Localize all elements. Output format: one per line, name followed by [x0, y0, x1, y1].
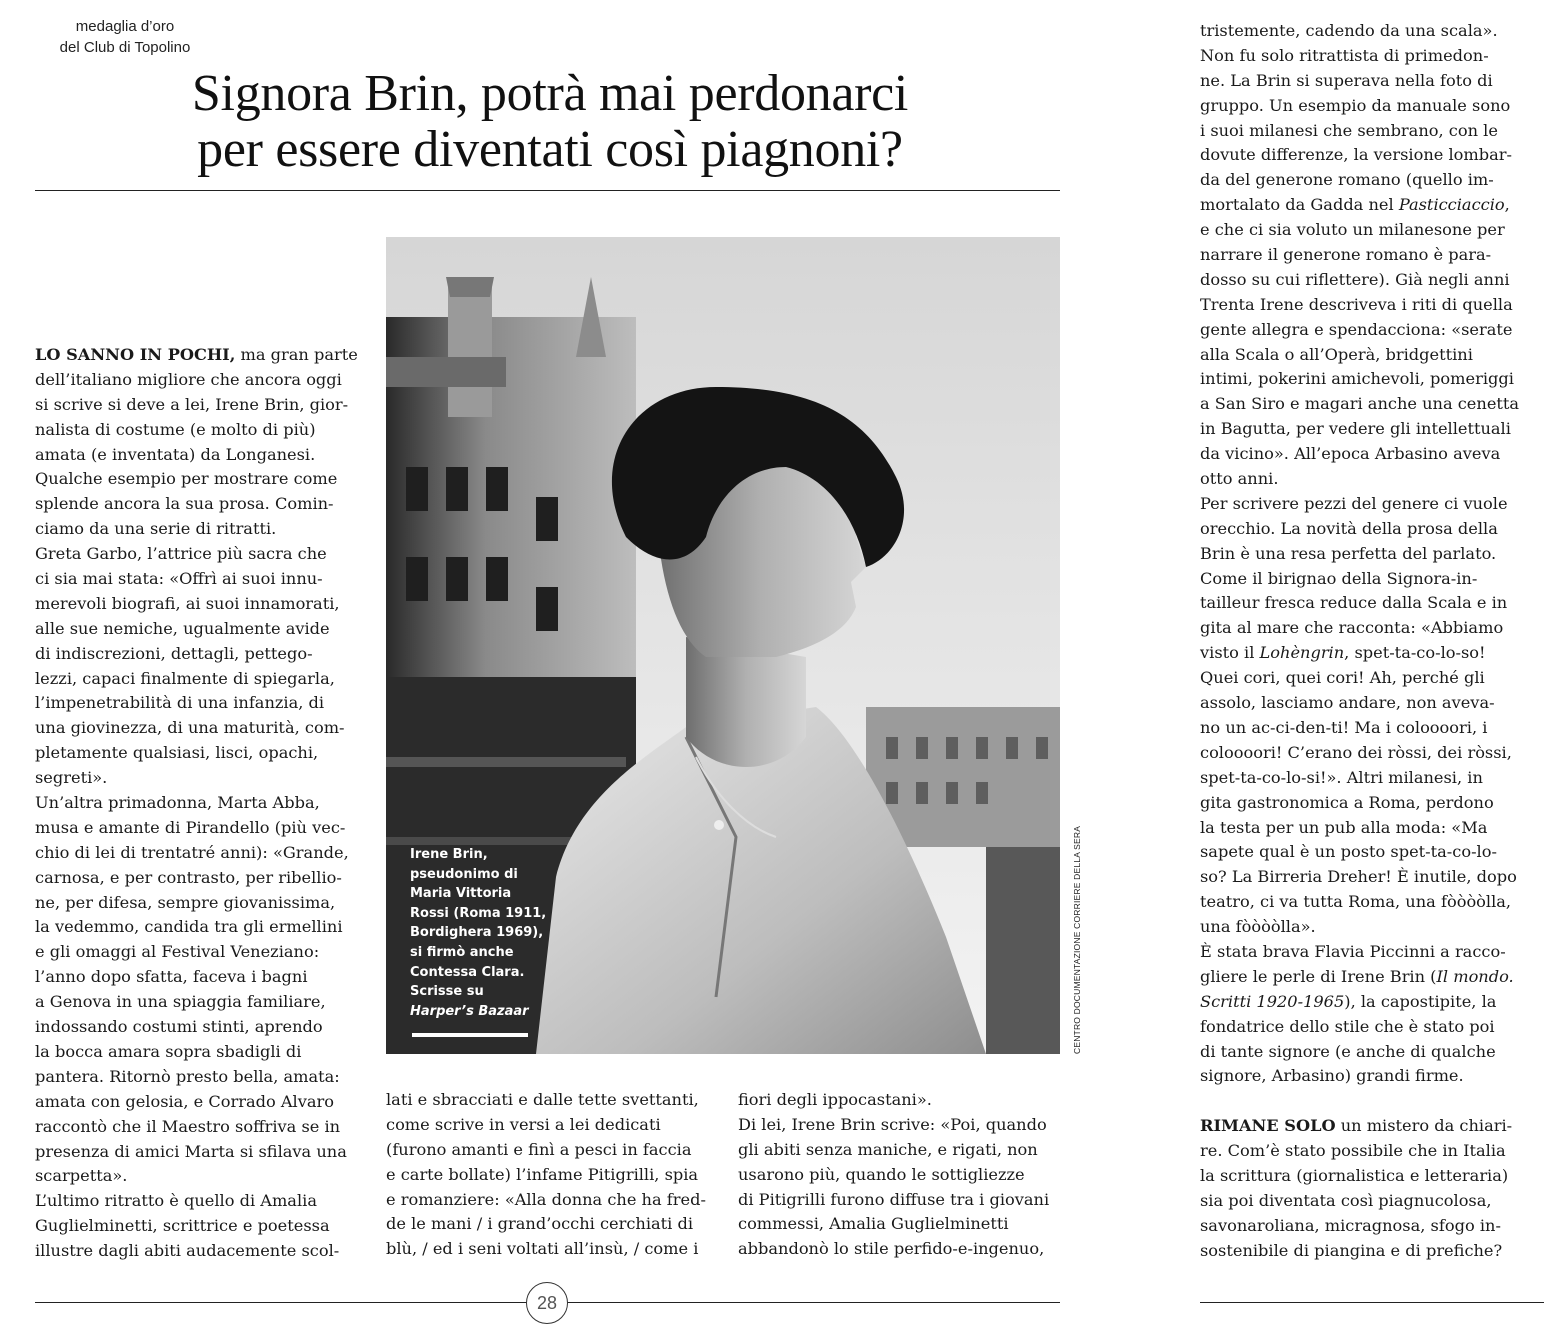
- text-line: teatro, ci va tutta Roma, una fòòòòlla,: [1200, 892, 1512, 912]
- caption-line: Irene Brin,: [410, 847, 488, 862]
- text-line: chio di lei di trentatré anni): «Grande,: [35, 842, 349, 862]
- text-line: ne. La Brin si superava nella foto di: [1200, 70, 1493, 90]
- text-line: no un ac-ci-den-ti! Ma i coloooori, i: [1200, 717, 1488, 737]
- text-line: la vedemmo, candida tra gli ermellini: [35, 917, 343, 937]
- text-line: Qualche esempio per mostrare come: [35, 469, 338, 489]
- text-run: mortalato da Gadda nel: [1200, 195, 1399, 215]
- text-line: carnosa, e per contrasto, per ribellio-: [35, 867, 342, 887]
- text-line: coloooori! C’erano dei ròssi, dei ròssi,: [1200, 742, 1512, 762]
- book-title: Il mondo.: [1436, 966, 1514, 986]
- footer-rule: [1200, 1302, 1544, 1303]
- text-line: di tante signore (e anche di qualche: [1200, 1041, 1496, 1061]
- text-line: sapete qual è un posto spet-ta-co-lo-: [1200, 842, 1497, 862]
- photo-credit: CENTRO DOCUMENTAZIONE CORRIERE DELLA SERA: [1072, 825, 1082, 1054]
- text-line: [1200, 641, 1519, 666]
- headline-line: per essere diventati così piagnoni?: [197, 121, 903, 178]
- text-line: È stata brava Flavia Piccinni a racco-: [1200, 941, 1506, 961]
- text-line: intimi, pokerini amichevoli, pomeriggi: [1200, 369, 1514, 389]
- text-line: assolo, lasciamo andare, non aveva-: [1200, 693, 1495, 713]
- text-line: Un’altra primadonna, Marta Abba,: [35, 793, 320, 813]
- text-line: i suoi milanesi che sembrano, con le: [1200, 120, 1498, 140]
- text-line: gli abiti senza maniche, e rigati, non: [738, 1139, 1038, 1159]
- page-number: 28: [526, 1282, 568, 1324]
- paragraph-gap: [1200, 1089, 1519, 1114]
- text-line: [1200, 193, 1519, 218]
- caption-line: Rossi (Roma 1911,: [410, 905, 547, 921]
- text-line: indossando costumi stinti, aprendo: [35, 1017, 323, 1037]
- text-line: de le mani / i grand’occhi cerchiati di: [386, 1214, 694, 1234]
- text-line: Come il birignao della Signora-in-: [1200, 568, 1478, 588]
- text-line: una fòòòòlla».: [1200, 917, 1316, 937]
- text-line: lezzi, capaci finalmente di spiegarla,: [35, 668, 335, 688]
- text-line: alla Scala o all’Operà, bridgettini: [1200, 344, 1473, 364]
- kicker-line: medaglia d’oro: [75, 18, 175, 35]
- opera-title: Lohèngrin: [1259, 643, 1345, 663]
- text-line: come scrive in versi a lei dedicati: [386, 1114, 661, 1134]
- text-line: l’impenetrabilità di una infanzia, di: [35, 693, 325, 713]
- text-line: da del generone romano (quello im-: [1200, 170, 1494, 190]
- text-line: a Genova in una spiaggia familiare,: [35, 992, 326, 1012]
- text-line: e carte bollate) l’infame Pitigrilli, spia: [386, 1164, 699, 1184]
- text-line: la testa per un pub alla moda: «Ma: [1200, 817, 1488, 837]
- text-line: savonaroliana, micragnosa, sfogo in-: [1200, 1215, 1501, 1235]
- text-line: spet-ta-co-lo-si!». Altri milanesi, in: [1200, 767, 1483, 787]
- text-line: amata (e inventata) da Longanesi.: [35, 444, 316, 464]
- text-line: usarono più, quando le sottigliezze: [738, 1164, 1025, 1184]
- text-line: splende ancora la sua prosa. Comin-: [35, 494, 334, 514]
- text-run: gliere le perle di Irene Brin (: [1200, 966, 1437, 986]
- text-line: Brin è una resa perfetta del parlato.: [1200, 543, 1497, 563]
- text-line: gita gastronomica a Roma, perdono: [1200, 792, 1494, 812]
- text-line: ne, per difesa, sempre giovanissima,: [35, 892, 336, 912]
- text-line: Di lei, Irene Brin scrive: «Poi, quando: [738, 1114, 1047, 1134]
- text-line: raccontò che il Maestro soffriva se in: [35, 1116, 341, 1136]
- text-line: abbandonò lo stile perfido-e-ingenuo,: [738, 1239, 1045, 1259]
- lead-in: LO SANNO IN POCHI,: [35, 345, 236, 364]
- caption-line: Bordighera 1969),: [410, 925, 544, 941]
- text-line: l’anno dopo sfatta, faceva i bagni: [35, 967, 308, 987]
- article-column-1: [35, 343, 358, 1264]
- text-line: (furono amanti e finì a pesci in faccia: [386, 1139, 692, 1159]
- text-line: e che ci sia voluto un milanesone per: [1200, 220, 1505, 240]
- text-line: Trenta Irene descriveva i riti di quella: [1200, 294, 1513, 314]
- text-line: [1200, 965, 1519, 990]
- text-line: Quei cori, quei cori! Ah, perché gli: [1200, 668, 1485, 688]
- lead-in: RIMANE SOLO: [1200, 1116, 1336, 1136]
- first-line: [35, 343, 358, 368]
- text-line: ci sia mai stata: «Offrì ai suoi innu-: [35, 569, 323, 589]
- text-line: Non fu solo ritrattista di primedon-: [1200, 45, 1489, 65]
- text-line: merevoli biografi, ai suoi innamorati,: [35, 593, 340, 613]
- text-line: una giovinezza, di una maturità, com-: [35, 718, 345, 738]
- text-line: di Pitigrilli furono diffuse tra i giovani: [738, 1189, 1050, 1209]
- text-line: da vicino». All’epoca Arbasino aveva: [1200, 444, 1501, 464]
- text-line: scarpetta».: [35, 1166, 128, 1186]
- text-line: sia poi diventata così piagnucolosa,: [1200, 1190, 1492, 1210]
- photo-caption: [410, 845, 560, 1021]
- text-run: ), la capostipite, la: [1344, 991, 1497, 1011]
- text-line: la bocca amara sopra sbadigli di: [35, 1041, 302, 1061]
- article-column-3: [738, 1088, 1049, 1262]
- text-line: si scrive si deve a lei, Irene Brin, gior-: [35, 394, 349, 414]
- kicker: [30, 16, 220, 58]
- text-line: gita al mare che racconta: «Abbiamo: [1200, 618, 1504, 638]
- text-line: in Bagutta, per vedere gli intellettuali: [1200, 419, 1511, 439]
- caption-magazine: Harper’s Bazaar: [410, 1003, 529, 1019]
- caption-line: Scrisse su: [410, 984, 484, 1000]
- caption-line: si firmò anche: [410, 944, 514, 960]
- text-line: gruppo. Un esempio da manuale sono: [1200, 95, 1511, 115]
- text-line: a San Siro e magari anche una cenetta: [1200, 394, 1520, 414]
- text-run: visto il: [1200, 643, 1260, 663]
- caption-line: Maria Vittoria: [410, 886, 512, 902]
- text-line: fondatrice dello stile che è stato poi: [1200, 1016, 1495, 1036]
- caption-line: Contessa Clara.: [410, 964, 525, 980]
- text-line: gente allegra e spendacciona: «serate: [1200, 319, 1513, 339]
- book-subtitle: Scritti 1920-1965: [1200, 991, 1345, 1011]
- text-line: e romanziere: «Alla donna che ha fred-: [386, 1189, 706, 1209]
- text-line: lati e sbracciati e dalle tette svettanti,: [386, 1090, 699, 1109]
- text-run: ,: [1504, 195, 1510, 215]
- text-line: musa e amante di Pirandello (più vec-: [35, 817, 346, 837]
- text-line: dosso su cui riflettere). Già negli anni: [1200, 269, 1510, 289]
- text-line: tristemente, cadendo da una scala».: [1200, 21, 1498, 40]
- text-line: dovute differenze, la versione lombar-: [1200, 145, 1512, 165]
- article-column-2: [386, 1088, 706, 1262]
- text-line: di indiscrezioni, dettagli, pettego-: [35, 643, 313, 663]
- text-line: tailleur fresca reduce dalla Scala e in: [1200, 593, 1508, 613]
- text-line: L’ultimo ritratto è quello di Amalia: [35, 1191, 317, 1211]
- text-line: alle sue nemiche, ugualmente avide: [35, 618, 330, 638]
- text-run: , spet-ta-co-lo-so!: [1344, 643, 1486, 663]
- caption-bar: [412, 1033, 528, 1037]
- kicker-line: del Club di Topolino: [59, 39, 191, 56]
- text-line: Guglielminetti, scrittrice e poetessa: [35, 1216, 330, 1236]
- text-line: Greta Garbo, l’attrice più sacra che: [35, 544, 327, 564]
- text-line: [1200, 990, 1519, 1015]
- text-line: dell’italiano migliore che ancora oggi: [35, 369, 342, 389]
- text-line: amata con gelosia, e Corrado Alvaro: [35, 1091, 335, 1111]
- text-line: blù, / ed i seni voltati all’insù, / come i: [386, 1239, 699, 1259]
- text-line: sostenibile di piangina e di prefiche?: [1200, 1240, 1503, 1260]
- text-line: nalista di costume (e molto di più): [35, 419, 316, 439]
- text-line: illustre dagli abiti audacemente scol-: [35, 1241, 340, 1261]
- text-line: la scrittura (giornalistica e letteraria): [1200, 1165, 1509, 1185]
- text-line: narrare il generone romano è para-: [1200, 245, 1492, 265]
- text-line: fiori degli ippocastani».: [738, 1090, 932, 1109]
- headline-rule: [35, 190, 1060, 191]
- text-line: ciamo da una serie di ritratti.: [35, 519, 277, 539]
- headline-line: Signora Brin, potrà mai perdonarci: [191, 65, 909, 122]
- text-line: orecchio. La novità della prosa della: [1200, 518, 1498, 538]
- first-line-text: ma gran parte: [235, 345, 358, 364]
- text-line: so? La Birreria Dreher! È inutile, dopo: [1200, 867, 1517, 887]
- text-line: re. Com’è stato possibile che in Italia: [1200, 1141, 1506, 1161]
- text-line: Per scrivere pezzi del genere ci vuole: [1200, 493, 1508, 513]
- caption-line: pseudonimo di: [410, 866, 518, 882]
- text-line: signore, Arbasino) grandi firme.: [1200, 1066, 1464, 1086]
- text-line: pletamente qualsiasi, lisci, opachi,: [35, 743, 319, 763]
- text-line: segreti».: [35, 768, 108, 788]
- article-column-4: [1200, 19, 1519, 1264]
- text-line: presenza di amici Marta si sfilava una: [35, 1141, 347, 1161]
- text-line: pantera. Ritornò presto bella, amata:: [35, 1066, 340, 1086]
- book-title: Pasticciaccio: [1398, 195, 1505, 215]
- text-line: e gli omaggi al Festival Veneziano:: [35, 942, 320, 962]
- headline: [60, 66, 1040, 178]
- text-line: commessi, Amalia Guglielminetti: [738, 1214, 1009, 1234]
- text-line: otto anni.: [1200, 469, 1279, 489]
- text-line: [1200, 1114, 1519, 1139]
- text-run: un mistero da chiari-: [1335, 1116, 1513, 1136]
